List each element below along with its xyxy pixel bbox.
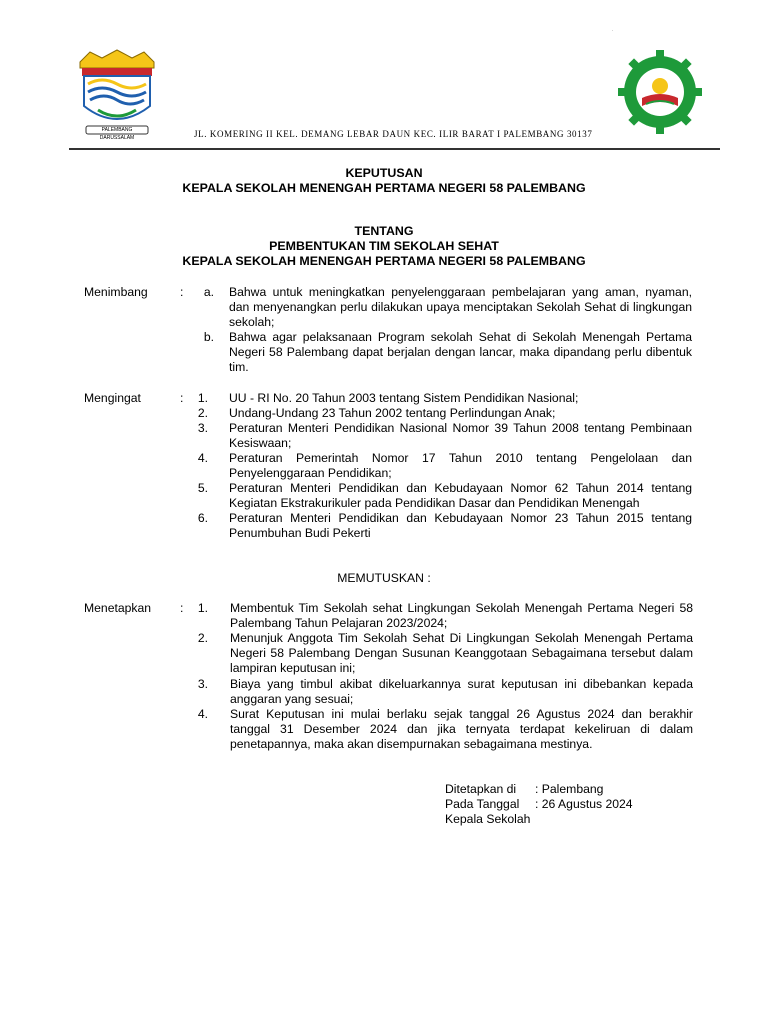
mengingat-text-3: Peraturan Menteri Pendidikan Nasional Nomor 39 Tahun 2008 tentang Pembinaan Kesiswaan; [229, 421, 692, 450]
title-kepala-sekolah: KEPALA SEKOLAH MENENGAH PERTAMA NEGERI 58 PALEMBANG [182, 181, 586, 195]
title-kepala-sekolah-2: KEPALA SEKOLAH MENENGAH PERTAMA NEGERI 58 PALEMBANG [182, 254, 586, 268]
signature-place-label: Ditetapkan di [445, 782, 517, 796]
palembang-emblem [74, 48, 160, 140]
school-address: JL. KOMERING II KEL. DEMANG LEBAR DAUN KEC. ILIR BARAT I PALEMBANG 30137 [194, 129, 593, 139]
mengingat-num-2: 2. [197, 406, 208, 420]
menimbang-text-a: Bahwa untuk meningkatkan penyelenggaraan pembelajaran yang aman, nyaman, dan menyenangkan perlu dilakukan upaya menciptakan Sekolah Sehat di lingkungan sekolah; [229, 285, 692, 329]
signature-place-value: : Palembang [535, 782, 604, 796]
menimbang-label: Menimbang [84, 285, 148, 299]
menimbang-num-a: a. [203, 285, 214, 299]
menetapkan-text-2: Menunjuk Anggota Tim Sekolah Sehat Di Lingkungan Sekolah Menengah Pertama Negeri 58 Palembang Dengan Susunan Keanggotaan Sebagaimana tersebut dalam lampiran keputusan ini; [230, 631, 693, 675]
menetapkan-num-1: 1. [197, 601, 208, 615]
menetapkan-text-4: Surat Keputusan ini mulai berlaku sejak tanggal 26 Agustus 2024 dan berakhir tanggal 31 Desember 2024 dan jika ternyata terdapat kekeliruan di dalam penetapannya, maka akan disempurnakan sebagaimana mestinya. [230, 707, 693, 751]
title-tentang: TENTANG [354, 224, 414, 238]
mengingat-num-5: 5. [197, 481, 208, 495]
menetapkan-num-4: 4. [197, 707, 208, 721]
mengingat-num-4: 4. [197, 451, 208, 465]
mengingat-text-6: Peraturan Menteri Pendidikan dan Kebudayaan Nomor 23 Tahun 2015 tentang Penumbuhan Budi Pekerti [229, 511, 692, 540]
menetapkan-num-2: 2. [197, 631, 208, 645]
title-subject: PEMBENTUKAN TIM SEKOLAH SEHAT [269, 239, 499, 253]
mengingat-text-1: UU - RI No. 20 Tahun 2003 tentang Sistem Pendidikan Nasional; [229, 391, 579, 405]
mengingat-text-5: Peraturan Menteri Pendidikan dan Kebudayaan Nomor 62 Tahun 2014 tentang Kegiatan Ekstrakurikuler pada Pendidikan Dasar dan Pendidikan Menengah [229, 481, 692, 510]
header-divider [69, 148, 720, 150]
school-logo [612, 50, 708, 134]
menetapkan-text-3: Biaya yang timbul akibat dikeluarkannya surat keputusan ini dibebankan kepada anggaran yang sesuai; [230, 677, 693, 706]
mengingat-text-4: Peraturan Pemerintah Nomor 17 Tahun 2010 tentang Pengelolaan dan Penyelenggaraan Pendidikan; [229, 451, 692, 480]
signature-date-value: : 26 Agustus 2024 [535, 797, 633, 811]
signature-date-label: Pada Tanggal [445, 797, 520, 811]
mengingat-colon: : [180, 391, 184, 405]
mengingat-num-1: 1. [197, 391, 208, 405]
mengingat-text-2: Undang-Undang 23 Tahun 2002 tentang Perlindungan Anak; [229, 406, 556, 420]
menetapkan-text-1: Membentuk Tim Sekolah sehat Lingkungan Sekolah Menengah Pertama Negeri 58 Palembang Tahun Pelajaran 2023/2024; [230, 601, 693, 630]
signature-position: Kepala Sekolah [445, 812, 531, 826]
mengingat-num-3: 3. [197, 421, 208, 435]
menimbang-num-b: b. [203, 330, 214, 344]
menetapkan-label: Menetapkan [84, 601, 152, 615]
mengingat-num-6: 6. [197, 511, 208, 525]
mengingat-label: Mengingat [84, 391, 141, 405]
menetapkan-colon: : [180, 601, 184, 615]
title-keputusan: KEPUTUSAN [345, 166, 423, 180]
menimbang-colon: : [180, 285, 184, 299]
menimbang-text-b: Bahwa agar pelaksanaan Program sekolah Sehat di Sekolah Menengah Pertama Negeri 58 Palembang dapat berjalan dengan lancar, maka dipandang perlu dibentuk tim. [229, 330, 692, 374]
memutuskan-heading: MEMUTUSKAN : [337, 571, 431, 585]
school-logo-text [612, 30, 613, 31]
menetapkan-num-3: 3. [197, 677, 208, 691]
emblem-motto: PALEMBANG DARUSSALAM [99, 127, 135, 141]
